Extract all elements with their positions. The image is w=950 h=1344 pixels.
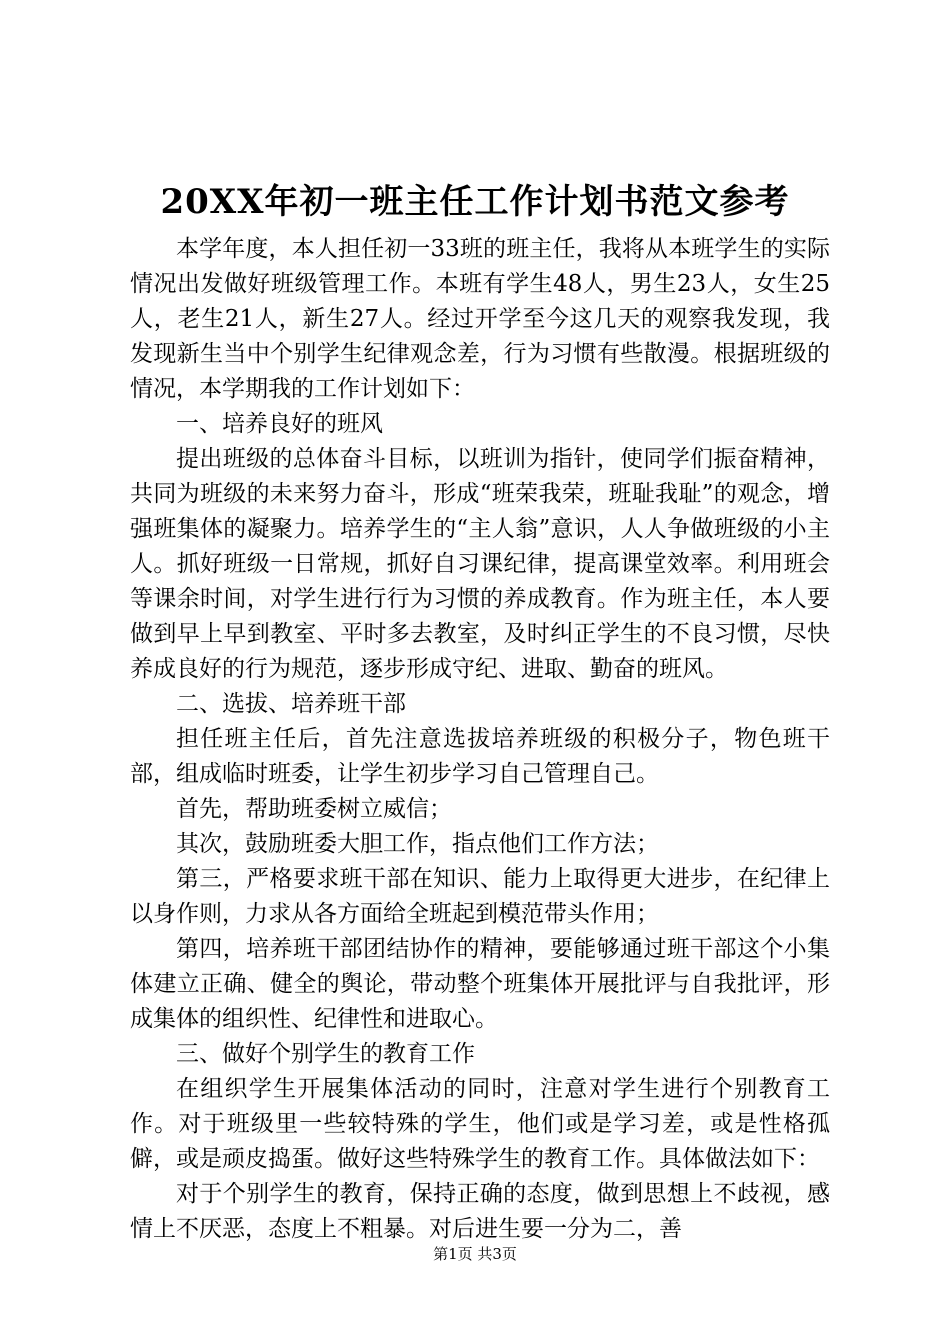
paragraph: 第三，严格要求班干部在知识、能力上取得更大进步，在纪律上以身作则，力求从各方面给全班起到模范带头作用； [130,866,830,927]
paragraph: 对于个别学生的教育，保持正确的态度，做到思想上不歧视，感情上不厌恶，态度上不粗暴。对后进生要一分为二，善 [130,1181,830,1242]
document-body [130,232,830,1247]
paragraph: 首先，帮助班委树立威信； [176,796,452,822]
section-heading: 二、选拔、培养班干部 [176,691,406,717]
section-heading: 一、培养良好的班风 [176,411,383,437]
section-heading: 三、做好个别学生的教育工作 [176,1041,475,1067]
paragraph: 其次，鼓励班委大胆工作，指点他们工作方法； [176,831,659,857]
paragraph: 在组织学生开展集体活动的同时，注意对学生进行个别教育工作。对于班级里一些较特殊的学生，他们或是学习差，或是性格孤僻，或是顽皮捣蛋。做好这些特殊学生的教育工作。具体做法如下： [130,1076,830,1172]
document-title: 20XX年初一班主任工作计划书范文参考 [160,182,790,222]
page-footer: 第1页 共3页 [433,1245,517,1263]
paragraph: 第四，培养班干部团结协作的精神，要能够通过班干部这个小集体建立正确、健全的舆论，带动整个班集体开展批评与自我批评，形成集体的组织性、纪律性和进取心。 [130,936,830,1032]
paragraph: 担任班主任后，首先注意选拔培养班级的积极分子，物色班干部，组成临时班委，让学生初步学习自己管理自己。 [130,726,830,787]
paragraph: 提出班级的总体奋斗目标，以班训为指针，使同学们振奋精神，共同为班级的未来努力奋斗，形成“班荣我荣，班耻我耻”的观念，增强班集体的凝聚力。培养学生的“主人翁”意识，人人争做班级的小主人。抓好班级一日常规，抓好自习课纪律，提高课堂效率。利用班会等课余时间，对学生进行行为习惯的养成教育。作为班主任，本人要做到早上早到教室、平时多去教室，及时纠正学生的不良习惯，尽快养成良好的行为规范，逐步形成守纪、进取、勤奋的班风。 [130,446,830,682]
paragraph: 本学年度，本人担任初一33班的班主任，我将从本班学生的实际情况出发做好班级管理工作。本班有学生48人，男生23人，女生25人，老生21人，新生27人。经过开学至今这几天的观察我发现，我发现新生当中个别学生纪律观念差，行为习惯有些散漫。根据班级的情况，本学期我的工作计划如下： [130,236,830,402]
